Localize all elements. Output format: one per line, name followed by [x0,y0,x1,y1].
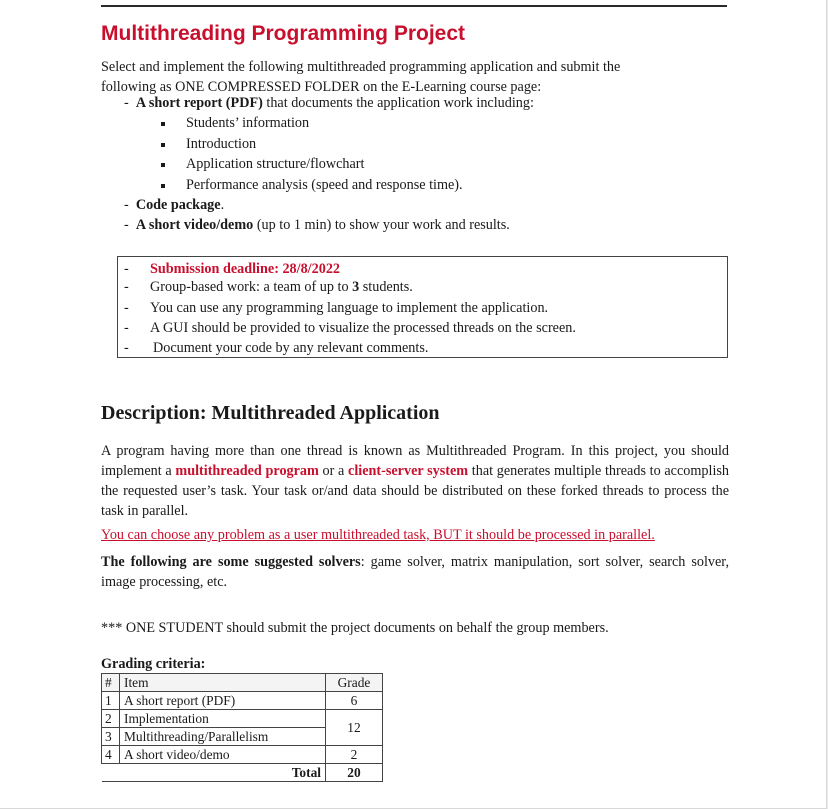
multithreaded-program-term: multithreaded program [175,463,319,479]
video-description: (up to 1 min) to show your work and results. [253,217,510,233]
report-item: Students’ information [186,115,309,132]
table-row: 2 Implementation 12 [102,710,383,728]
grading-label: Grading criteria: [101,656,206,672]
parallel-requirement: You can choose any problem as a user multithreaded task, BUT it should be processed in parallel. [101,527,655,543]
table-row: 3 Multithreading/Parallelism [102,728,383,746]
report-description: that documents the application work including: [262,95,534,111]
bullet-square-icon [161,143,165,147]
bullet-square-icon [161,184,165,188]
total-label: Total [102,764,326,782]
report-item: Performance analysis (speed and response time). [186,177,463,194]
deliverable-report: - A short report (PDF) that documents the application work including: [124,95,534,111]
deliverable-video: - A short video/demo (up to 1 min) to show your work and results. [124,217,510,233]
suggested-solvers: The following are some suggested solvers: game solver, matrix manipulation, sort solver, search solver, image processing, etc. [101,554,729,590]
notice-box: - Submission deadline: 28/8/2022 - Group-based work: a team of up to 3 students. - You can use any programming language to implement the application. - A GUI should be provided to visualize the processed threads on the screen. - Document your code by any relevant comments. [117,256,728,358]
header-grade: Grade [326,674,383,692]
report-item: Introduction [186,136,256,153]
report-label: A short report (PDF) [135,95,263,111]
bullet-square-icon [161,122,165,126]
description-paragraph: A program having more than one thread is known as Multithreaded Program. In this project, you should implement a multithreaded program or a client-server system that generates multiple threads to accomplish the requested user’s task. Your task or/and data should be distributed on these forked threads to process the task in parallel. [101,443,729,519]
grading-total-row [102,764,383,782]
grading-table [101,673,383,782]
code-label: Code package [135,197,221,213]
top-rule [101,5,727,7]
total-value: 20 [326,764,383,782]
intro-line-1: Select and implement the following multithreaded programming application and submit the [101,59,621,75]
deliverable-code: - Code package. [124,197,225,213]
header-item: Item [120,674,326,692]
document-title: Multithreading Programming Project [101,22,466,45]
video-label: A short video/demo [135,217,254,233]
table-row: 1 A short report (PDF) 6 [102,692,383,710]
client-server-term: client-server system [348,463,469,479]
bullet-square-icon [161,163,165,167]
header-num: # [102,674,120,692]
table-row: 4 A short video/demo 2 [102,746,383,764]
team-size: 3 [352,279,360,295]
intro-paragraph [101,57,731,97]
intro-line-2: following as ONE COMPRESSED FOLDER on the E-Learning course page: [101,79,542,95]
grading-header-row [102,674,383,692]
submission-deadline: Submission deadline: 28/8/2022 [150,261,341,277]
description-heading: Description: Multithreaded Application [101,402,440,424]
submission-note: *** ONE STUDENT should submit the project documents on behalf the group members. [101,620,609,636]
report-item: Application structure/flowchart [186,156,364,173]
